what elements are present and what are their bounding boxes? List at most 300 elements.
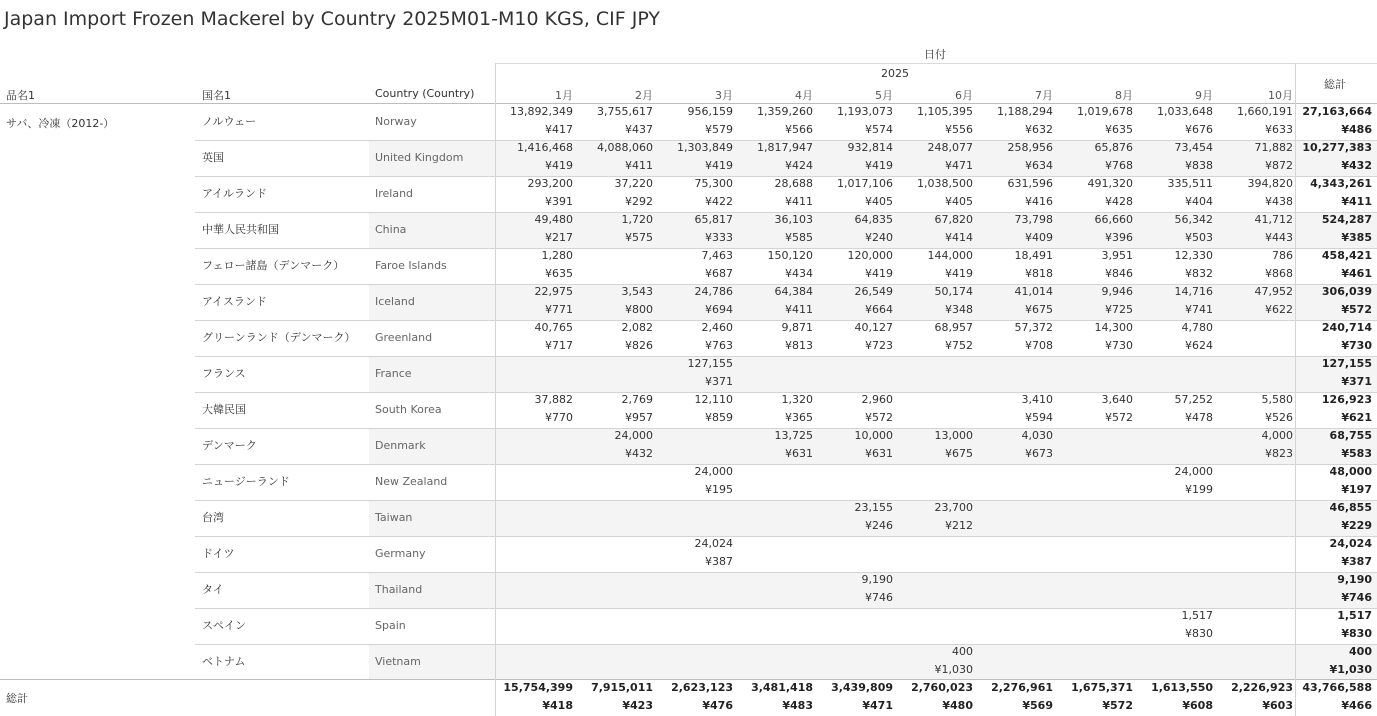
value-cell[interactable] <box>577 572 657 608</box>
value-cell[interactable] <box>1217 392 1297 428</box>
value-cell[interactable] <box>577 248 657 284</box>
value-cell[interactable] <box>817 176 897 212</box>
value-cell[interactable] <box>657 140 737 176</box>
value-cell[interactable] <box>817 428 897 464</box>
value-cell[interactable] <box>497 104 577 140</box>
value-cell[interactable] <box>577 320 657 356</box>
value-cell[interactable] <box>977 608 1057 644</box>
total-quantity-kgs: 10,277,383 <box>1302 141 1372 154</box>
total-quantity-kgs: 68,755 <box>1329 429 1372 442</box>
value-cell[interactable] <box>1137 284 1217 320</box>
value-cell[interactable] <box>817 464 897 500</box>
value-cell[interactable] <box>1217 536 1297 572</box>
value-cell[interactable] <box>1217 464 1297 500</box>
country-jp-cell[interactable]: グリーンランド（デンマーク） <box>202 331 356 344</box>
unit-price-jpy: ¥763 <box>705 339 733 352</box>
value-cell[interactable] <box>657 536 737 572</box>
unit-price-jpy: ¥622 <box>1265 303 1293 316</box>
value-cell[interactable] <box>1137 536 1217 572</box>
total-quantity-kgs: 27,163,664 <box>1302 105 1372 118</box>
unit-price-jpy: ¥333 <box>705 231 733 244</box>
header-divider <box>495 63 1377 64</box>
value-cell[interactable] <box>577 104 657 140</box>
value-cell[interactable] <box>497 248 577 284</box>
row-total-cell[interactable] <box>1296 464 1376 500</box>
value-cell[interactable] <box>977 212 1057 248</box>
grand-total-cell[interactable] <box>657 680 737 716</box>
quantity-kgs: 75,300 <box>694 177 733 190</box>
value-cell[interactable] <box>497 464 577 500</box>
month-header[interactable]: 4月 <box>795 89 813 102</box>
value-cell[interactable] <box>897 608 977 644</box>
unit-price-jpy: ¥846 <box>1105 267 1133 280</box>
unit-price-jpy: ¥813 <box>785 339 813 352</box>
value-cell[interactable] <box>817 500 897 536</box>
unit-price-jpy: ¥424 <box>785 159 813 172</box>
quantity-kgs: 1,416,468 <box>517 141 573 154</box>
value-cell[interactable] <box>897 284 977 320</box>
unit-price-jpy: ¥428 <box>1105 195 1133 208</box>
month-header[interactable]: 5月 <box>875 89 893 102</box>
total-quantity-kgs: 24,024 <box>1329 537 1372 550</box>
value-cell[interactable] <box>977 104 1057 140</box>
value-cell[interactable] <box>897 644 977 680</box>
grand-total-price: ¥572 <box>1102 699 1133 712</box>
value-cell[interactable] <box>1217 356 1297 392</box>
row-total-cell[interactable] <box>1296 356 1376 392</box>
quantity-kgs: 1,320 <box>781 393 813 406</box>
value-cell[interactable] <box>977 356 1057 392</box>
value-cell[interactable] <box>497 644 577 680</box>
month-header[interactable]: 2月 <box>635 89 653 102</box>
value-cell[interactable] <box>1217 212 1297 248</box>
value-cell[interactable] <box>1057 212 1137 248</box>
quantity-kgs: 3,951 <box>1101 249 1133 262</box>
row-total-cell[interactable] <box>1296 104 1376 140</box>
value-cell[interactable] <box>737 140 817 176</box>
value-cell[interactable] <box>577 536 657 572</box>
quantity-kgs: 120,000 <box>847 249 893 262</box>
value-cell[interactable] <box>817 212 897 248</box>
country-en-cell[interactable]: New Zealand <box>375 475 448 488</box>
value-cell[interactable] <box>897 104 977 140</box>
unit-price-jpy: ¥859 <box>705 411 733 424</box>
unit-price-jpy: ¥723 <box>865 339 893 352</box>
table-row <box>0 464 1377 500</box>
value-cell[interactable] <box>577 500 657 536</box>
month-header[interactable]: 1月 <box>555 89 573 102</box>
table-row <box>0 356 1377 392</box>
value-cell[interactable] <box>897 248 977 284</box>
month-header[interactable]: 10月 <box>1268 89 1293 102</box>
value-cell[interactable] <box>1217 284 1297 320</box>
value-cell[interactable] <box>737 428 817 464</box>
unit-price-jpy: ¥675 <box>1025 303 1053 316</box>
grand-total-row <box>0 680 1377 716</box>
value-cell[interactable] <box>1057 572 1137 608</box>
total-unit-price-jpy: ¥830 <box>1341 627 1372 640</box>
value-cell[interactable] <box>737 536 817 572</box>
value-cell[interactable] <box>497 212 577 248</box>
value-cell[interactable] <box>977 536 1057 572</box>
country-en-cell[interactable]: Germany <box>375 547 426 560</box>
value-cell[interactable] <box>737 320 817 356</box>
value-cell[interactable] <box>1137 500 1217 536</box>
value-cell[interactable] <box>497 320 577 356</box>
quantity-kgs: 40,765 <box>534 321 573 334</box>
country-en-cell[interactable]: Greenland <box>375 331 433 344</box>
value-cell[interactable] <box>737 356 817 392</box>
grand-total-cell[interactable] <box>1217 680 1297 716</box>
value-cell[interactable] <box>657 572 737 608</box>
value-cell[interactable] <box>1057 356 1137 392</box>
grand-total-quantity: 2,226,923 <box>1231 681 1293 694</box>
value-cell[interactable] <box>1137 644 1217 680</box>
grand-total-quantity: 7,915,011 <box>591 681 653 694</box>
value-cell[interactable] <box>897 428 977 464</box>
value-cell[interactable] <box>497 176 577 212</box>
country-en-cell[interactable]: Taiwan <box>375 511 413 524</box>
grand-total-cell[interactable] <box>737 680 817 716</box>
unit-price-jpy: ¥818 <box>1025 267 1053 280</box>
country-jp-cell[interactable]: フランス <box>202 367 246 380</box>
value-cell[interactable] <box>1137 140 1217 176</box>
total-unit-price-jpy: ¥371 <box>1341 375 1372 388</box>
value-cell[interactable] <box>977 644 1057 680</box>
grand-total-quantity: 3,481,418 <box>751 681 813 694</box>
value-cell[interactable] <box>817 536 897 572</box>
total-unit-price-jpy: ¥730 <box>1341 339 1372 352</box>
unit-price-jpy: ¥419 <box>545 159 573 172</box>
value-cell[interactable] <box>577 392 657 428</box>
unit-price-jpy: ¥411 <box>785 303 813 316</box>
value-cell[interactable] <box>1137 464 1217 500</box>
row-total-cell[interactable] <box>1296 536 1376 572</box>
value-cell[interactable] <box>737 500 817 536</box>
table-row <box>0 284 1377 320</box>
value-cell[interactable] <box>577 356 657 392</box>
value-cell[interactable] <box>1057 140 1137 176</box>
value-cell[interactable] <box>897 320 977 356</box>
value-cell[interactable] <box>497 428 577 464</box>
value-cell[interactable] <box>1057 284 1137 320</box>
value-cell[interactable] <box>1217 644 1297 680</box>
value-cell[interactable] <box>817 320 897 356</box>
value-cell[interactable] <box>1137 356 1217 392</box>
country-en-cell[interactable]: United Kingdom <box>375 151 464 164</box>
value-cell[interactable] <box>1057 464 1137 500</box>
country-jp-column-header[interactable]: 国名1 <box>202 89 231 102</box>
value-cell[interactable] <box>897 356 977 392</box>
value-cell[interactable] <box>1057 644 1137 680</box>
country-jp-cell[interactable]: ニュージーランド <box>202 475 290 488</box>
unit-price-jpy: ¥708 <box>1025 339 1053 352</box>
value-cell[interactable] <box>1057 104 1137 140</box>
row-total-cell[interactable] <box>1296 644 1376 680</box>
value-cell[interactable] <box>817 392 897 428</box>
country-jp-cell[interactable]: ベトナム <box>202 655 246 668</box>
value-cell[interactable] <box>1057 608 1137 644</box>
value-cell[interactable] <box>657 212 737 248</box>
country-en-cell[interactable]: Iceland <box>375 295 415 308</box>
quantity-kgs: 65,817 <box>694 213 733 226</box>
value-cell[interactable] <box>657 356 737 392</box>
total-unit-price-jpy: ¥486 <box>1341 123 1372 136</box>
row-total-cell[interactable] <box>1296 392 1376 428</box>
unit-price-jpy: ¥409 <box>1025 231 1053 244</box>
grand-total-column-header[interactable]: 総計 <box>1324 78 1346 91</box>
country-jp-cell[interactable]: 大韓民国 <box>202 403 246 416</box>
value-cell[interactable] <box>977 572 1057 608</box>
value-cell[interactable] <box>737 284 817 320</box>
value-cell[interactable] <box>817 248 897 284</box>
unit-price-jpy: ¥416 <box>1025 195 1053 208</box>
value-cell[interactable] <box>977 392 1057 428</box>
page-title: Japan Import Frozen Mackerel by Country 2025M01-M10 KGS, CIF JPY <box>4 8 661 30</box>
unit-price-jpy: ¥838 <box>1185 159 1213 172</box>
country-jp-cell[interactable]: タイ <box>202 583 224 596</box>
country-jp-cell[interactable]: スペイン <box>202 619 246 632</box>
row-total-cell[interactable] <box>1296 608 1376 644</box>
grand-total-cell[interactable] <box>977 680 1057 716</box>
row-total-cell[interactable] <box>1296 212 1376 248</box>
value-cell[interactable] <box>1137 248 1217 284</box>
value-cell[interactable] <box>737 248 817 284</box>
country-jp-cell[interactable]: デンマーク <box>202 439 257 452</box>
value-cell[interactable] <box>577 428 657 464</box>
value-cell[interactable] <box>737 608 817 644</box>
country-en-cell[interactable]: Thailand <box>375 583 423 596</box>
value-cell[interactable] <box>577 140 657 176</box>
row-total-cell[interactable] <box>1296 248 1376 284</box>
grand-total-cell[interactable] <box>1057 680 1137 716</box>
value-cell[interactable] <box>1137 608 1217 644</box>
value-cell[interactable] <box>1057 392 1137 428</box>
value-cell[interactable] <box>737 392 817 428</box>
quantity-kgs: 150,120 <box>767 249 813 262</box>
row-total-cell[interactable] <box>1296 140 1376 176</box>
value-cell[interactable] <box>897 392 977 428</box>
value-cell[interactable] <box>737 572 817 608</box>
country-jp-cell[interactable]: アイスランド <box>202 295 267 308</box>
unit-price-jpy: ¥572 <box>1105 411 1133 424</box>
value-cell[interactable] <box>817 608 897 644</box>
quantity-kgs: 24,000 <box>1174 465 1213 478</box>
value-cell[interactable] <box>577 644 657 680</box>
grand-total-cell[interactable] <box>897 680 977 716</box>
row-total-cell[interactable] <box>1296 176 1376 212</box>
row-total-cell[interactable] <box>1296 320 1376 356</box>
month-header[interactable]: 3月 <box>715 89 733 102</box>
country-jp-cell[interactable]: ドイツ <box>202 547 235 560</box>
country-jp-cell[interactable]: 中華人民共和国 <box>202 223 279 236</box>
month-header[interactable]: 9月 <box>1195 89 1213 102</box>
value-cell[interactable] <box>1057 320 1137 356</box>
country-en-column-header[interactable]: Country (Country) <box>375 87 475 100</box>
grand-total-cell[interactable] <box>577 680 657 716</box>
value-cell[interactable] <box>1217 140 1297 176</box>
value-cell[interactable] <box>497 608 577 644</box>
value-cell[interactable] <box>897 572 977 608</box>
value-cell[interactable] <box>1057 248 1137 284</box>
grand-total-overall-cell[interactable] <box>1296 680 1376 716</box>
value-cell[interactable] <box>657 608 737 644</box>
grand-total-cell[interactable] <box>1137 680 1217 716</box>
value-cell[interactable] <box>1057 536 1137 572</box>
value-cell[interactable] <box>1217 176 1297 212</box>
value-cell[interactable] <box>977 464 1057 500</box>
value-cell[interactable] <box>657 104 737 140</box>
value-cell[interactable] <box>1137 104 1217 140</box>
grand-total-cell[interactable] <box>817 680 897 716</box>
value-cell[interactable] <box>817 356 897 392</box>
row-total-cell[interactable] <box>1296 428 1376 464</box>
country-en-cell[interactable]: China <box>375 223 407 236</box>
unit-price-jpy: ¥422 <box>705 195 733 208</box>
total-quantity-kgs: 306,039 <box>1321 285 1372 298</box>
value-cell[interactable] <box>497 356 577 392</box>
value-cell[interactable] <box>657 500 737 536</box>
value-cell[interactable] <box>897 176 977 212</box>
value-cell[interactable] <box>1217 608 1297 644</box>
country-en-cell[interactable]: Denmark <box>375 439 426 452</box>
value-cell[interactable] <box>977 140 1057 176</box>
product-label[interactable]: サバ、冷凍（2012-） <box>6 117 115 130</box>
grand-total-price: ¥569 <box>1022 699 1053 712</box>
value-cell[interactable] <box>657 392 737 428</box>
value-cell[interactable] <box>657 320 737 356</box>
unit-price-jpy: ¥634 <box>1025 159 1053 172</box>
product-column-header[interactable]: 品名1 <box>6 89 35 102</box>
value-cell[interactable] <box>1137 212 1217 248</box>
country-en-cell[interactable]: Norway <box>375 115 417 128</box>
value-cell[interactable] <box>657 428 737 464</box>
country-en-cell[interactable]: Vietnam <box>375 655 421 668</box>
value-cell[interactable] <box>977 428 1057 464</box>
value-cell[interactable] <box>1217 320 1297 356</box>
value-cell[interactable] <box>1217 248 1297 284</box>
value-cell[interactable] <box>737 212 817 248</box>
value-cell[interactable] <box>577 608 657 644</box>
country-jp-cell[interactable]: 台湾 <box>202 511 224 524</box>
value-cell[interactable] <box>1137 572 1217 608</box>
value-cell[interactable] <box>657 284 737 320</box>
total-quantity-kgs: 524,287 <box>1321 213 1372 226</box>
value-cell[interactable] <box>1057 428 1137 464</box>
value-cell[interactable] <box>897 464 977 500</box>
unit-price-jpy: ¥199 <box>1185 483 1213 496</box>
value-cell[interactable] <box>977 248 1057 284</box>
country-en-cell[interactable]: South Korea <box>375 403 442 416</box>
value-cell[interactable] <box>1217 572 1297 608</box>
value-cell[interactable] <box>897 500 977 536</box>
month-header[interactable]: 7月 <box>1035 89 1053 102</box>
row-total-cell[interactable] <box>1296 572 1376 608</box>
value-cell[interactable] <box>1137 428 1217 464</box>
value-cell[interactable] <box>657 176 737 212</box>
value-cell[interactable] <box>817 644 897 680</box>
country-en-cell[interactable]: Faroe Islands <box>375 259 447 272</box>
value-cell[interactable] <box>497 392 577 428</box>
total-quantity-kgs: 48,000 <box>1329 465 1372 478</box>
value-cell[interactable] <box>577 176 657 212</box>
value-cell[interactable] <box>1137 176 1217 212</box>
row-total-cell[interactable] <box>1296 284 1376 320</box>
unit-price-jpy: ¥594 <box>1025 411 1053 424</box>
value-cell[interactable] <box>577 212 657 248</box>
quantity-kgs: 73,798 <box>1014 213 1053 226</box>
value-cell[interactable] <box>577 284 657 320</box>
value-cell[interactable] <box>657 248 737 284</box>
value-cell[interactable] <box>657 464 737 500</box>
country-en-cell[interactable]: Ireland <box>375 187 414 200</box>
value-cell[interactable] <box>1217 104 1297 140</box>
month-header[interactable]: 8月 <box>1115 89 1133 102</box>
month-header[interactable]: 6月 <box>955 89 973 102</box>
value-cell[interactable] <box>1137 320 1217 356</box>
value-cell[interactable] <box>737 176 817 212</box>
value-cell[interactable] <box>1217 428 1297 464</box>
total-unit-price-jpy: ¥461 <box>1341 267 1372 280</box>
quantity-kgs: 1,038,500 <box>917 177 973 190</box>
unit-price-jpy: ¥768 <box>1105 159 1133 172</box>
quantity-kgs: 12,330 <box>1174 249 1213 262</box>
value-cell[interactable] <box>497 500 577 536</box>
country-jp-cell[interactable]: 英国 <box>202 151 224 164</box>
row-total-cell[interactable] <box>1296 500 1376 536</box>
value-cell[interactable] <box>657 644 737 680</box>
value-cell[interactable] <box>977 500 1057 536</box>
quantity-kgs: 24,000 <box>614 429 653 442</box>
value-cell[interactable] <box>1057 176 1137 212</box>
value-cell[interactable] <box>817 572 897 608</box>
value-cell[interactable] <box>737 644 817 680</box>
value-cell[interactable] <box>817 104 897 140</box>
quantity-kgs: 13,892,349 <box>510 105 573 118</box>
value-cell[interactable] <box>577 464 657 500</box>
country-jp-cell[interactable]: ノルウェー <box>202 115 257 128</box>
country-en-cell[interactable]: Spain <box>375 619 406 632</box>
value-cell[interactable] <box>737 464 817 500</box>
value-cell[interactable] <box>897 536 977 572</box>
value-cell[interactable] <box>737 104 817 140</box>
country-en-cell[interactable]: France <box>375 367 412 380</box>
value-cell[interactable] <box>497 140 577 176</box>
value-cell[interactable] <box>1057 500 1137 536</box>
unit-price-jpy: ¥872 <box>1265 159 1293 172</box>
grand-total-cell[interactable] <box>497 680 577 716</box>
unit-price-jpy: ¥572 <box>865 411 893 424</box>
value-cell[interactable] <box>897 140 977 176</box>
value-cell[interactable] <box>897 212 977 248</box>
value-cell[interactable] <box>817 284 897 320</box>
quantity-kgs: 71,882 <box>1254 141 1293 154</box>
value-cell[interactable] <box>497 284 577 320</box>
value-cell[interactable] <box>1137 392 1217 428</box>
value-cell[interactable] <box>497 572 577 608</box>
value-cell[interactable] <box>977 176 1057 212</box>
value-cell[interactable] <box>977 284 1057 320</box>
value-cell[interactable] <box>977 320 1057 356</box>
country-jp-cell[interactable]: フェロー諸島（デンマーク） <box>202 259 345 272</box>
total-unit-price-jpy: ¥411 <box>1341 195 1372 208</box>
total-quantity-kgs: 1,517 <box>1337 609 1372 622</box>
value-cell[interactable] <box>817 140 897 176</box>
country-jp-cell[interactable]: アイルランド <box>202 187 268 200</box>
value-cell[interactable] <box>1217 500 1297 536</box>
value-cell[interactable] <box>497 536 577 572</box>
unit-price-jpy: ¥387 <box>705 555 733 568</box>
